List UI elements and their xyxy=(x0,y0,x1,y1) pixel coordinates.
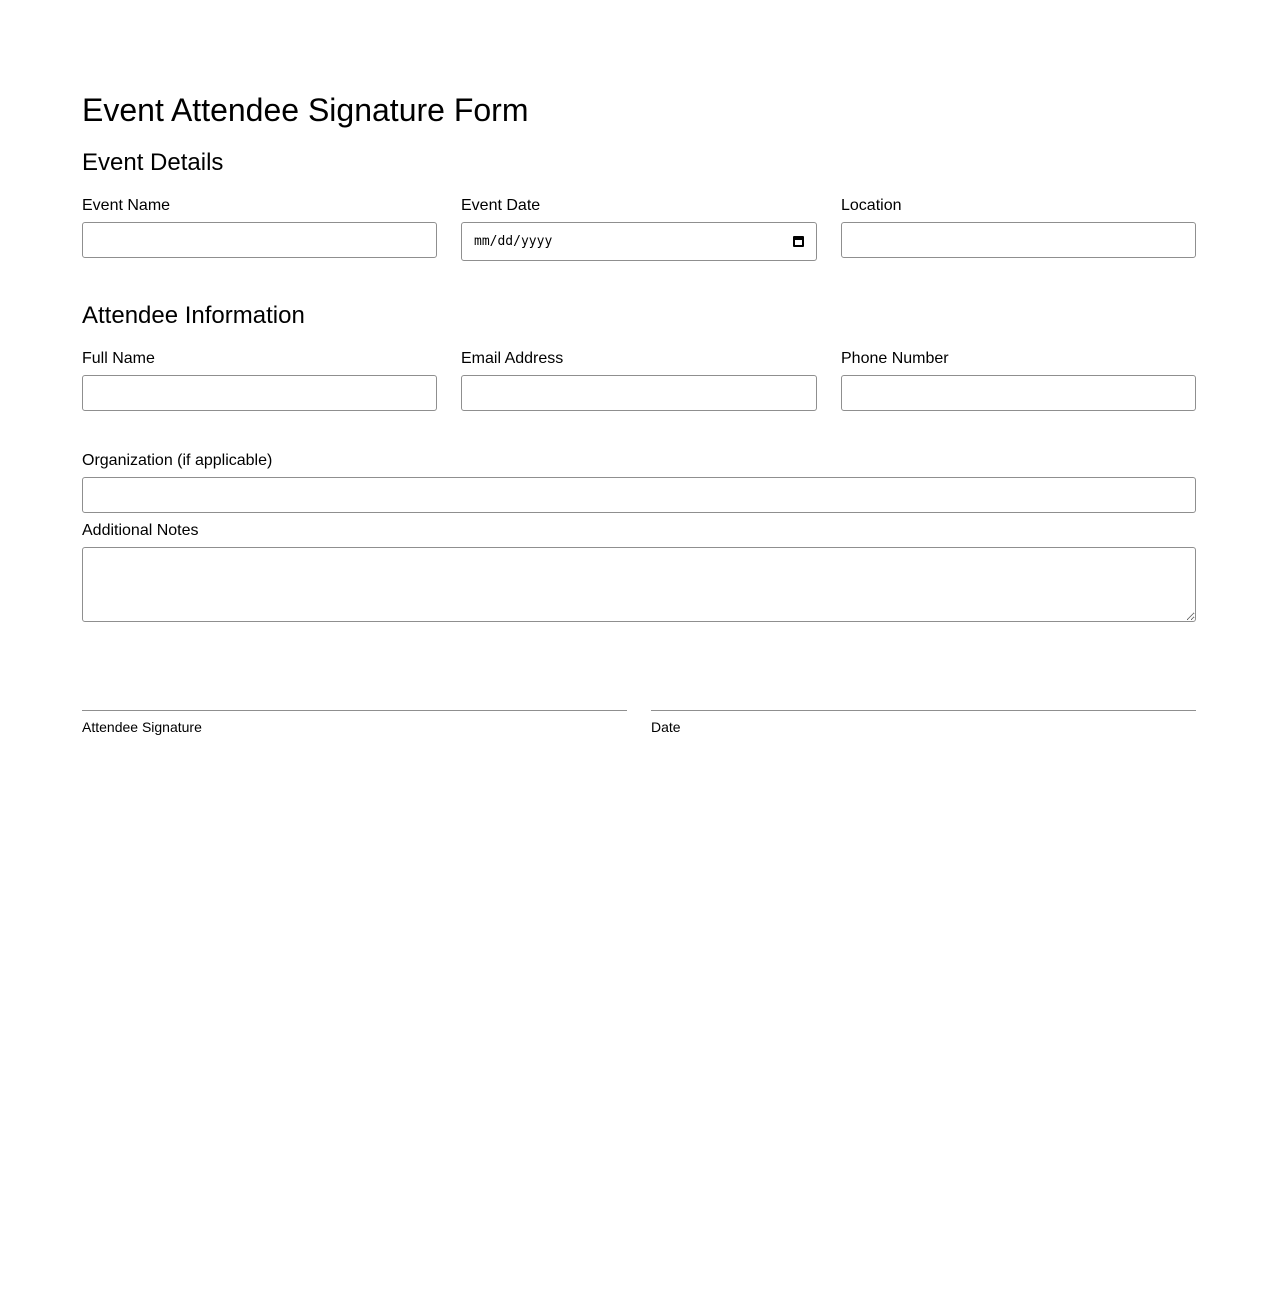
event-date-label: Event Date xyxy=(461,197,541,214)
phone-label: Phone Number xyxy=(841,350,949,367)
organization-input[interactable] xyxy=(82,477,1196,513)
event-name-input[interactable] xyxy=(82,222,437,258)
section-heading-event-details: Event Details xyxy=(82,149,224,176)
notes-label: Additional Notes xyxy=(82,522,199,539)
signature-line[interactable] xyxy=(82,710,627,711)
date-line[interactable] xyxy=(651,710,1196,711)
email-input[interactable] xyxy=(461,375,817,411)
date-label: Date xyxy=(651,719,681,735)
full-name-input[interactable] xyxy=(82,375,437,411)
event-date-placeholder: mm/dd/yyyy xyxy=(474,234,553,249)
organization-label: Organization (if applicable) xyxy=(82,452,273,469)
full-name-label: Full Name xyxy=(82,350,155,367)
section-heading-attendee-information: Attendee Information xyxy=(82,302,305,329)
event-name-label: Event Name xyxy=(82,197,171,214)
page-title: Event Attendee Signature Form xyxy=(82,92,529,128)
email-label: Email Address xyxy=(461,350,564,367)
notes-textarea[interactable] xyxy=(82,547,1196,622)
signature-label: Attendee Signature xyxy=(82,719,202,735)
location-label: Location xyxy=(841,197,902,214)
event-date-input[interactable] xyxy=(461,222,817,261)
phone-input[interactable] xyxy=(841,375,1196,411)
location-input[interactable] xyxy=(841,222,1196,258)
calendar-icon[interactable] xyxy=(793,236,804,247)
